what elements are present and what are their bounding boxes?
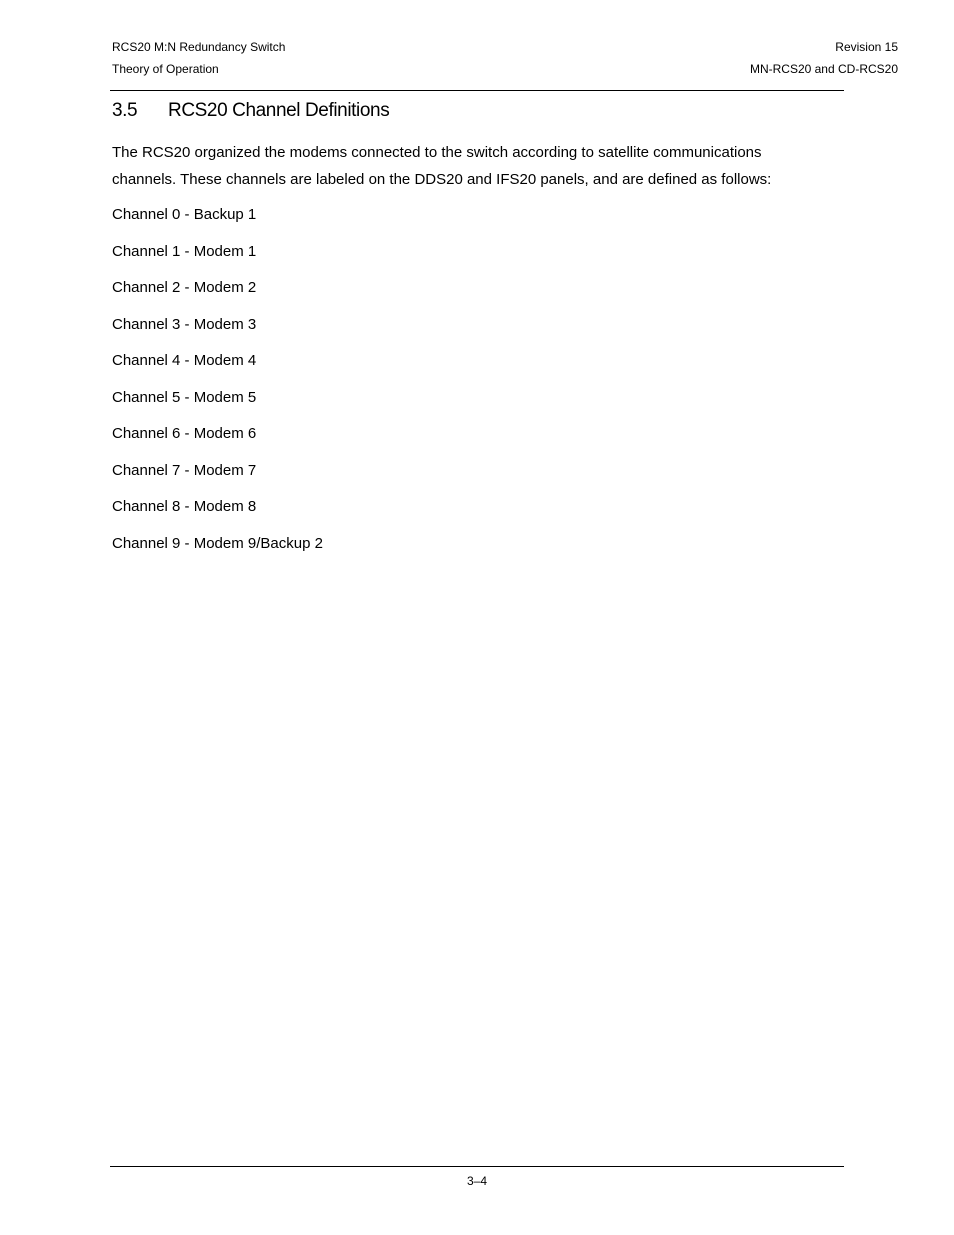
channel-item: Channel 5 - Modem 5 <box>112 388 257 406</box>
header-document-title: RCS20 M:N Redundancy Switch <box>112 40 286 54</box>
intro-paragraph <box>112 139 832 193</box>
intro-line-1: The RCS20 organized the modems connected to the switch according to satellite communications <box>112 144 762 161</box>
channel-item: Channel 0 - Backup 1 <box>112 206 257 223</box>
footer-divider <box>110 1166 844 1167</box>
header-revision: Revision 15 <box>835 40 898 54</box>
channel-item: Channel 1 - Modem 1 <box>112 242 257 260</box>
header-row-2 <box>112 58 898 80</box>
channel-item: Channel 2 - Modem 2 <box>112 279 257 296</box>
section-number: 3.5 <box>112 100 138 121</box>
channel-list <box>112 201 323 566</box>
channel-item: Channel 8 - Modem 8 <box>112 498 257 515</box>
channel-item: Channel 9 - Modem 9/Backup 2 <box>112 534 323 552</box>
section-heading <box>112 99 389 123</box>
channel-item: Channel 4 - Modem 4 <box>112 352 257 369</box>
channel-item: Channel 3 - Modem 3 <box>112 315 257 333</box>
header-chapter-title: Theory of Operation <box>112 62 219 76</box>
header-row-1 <box>112 36 898 58</box>
header-divider <box>110 90 844 91</box>
intro-line-2: channels. These channels are labeled on the DDS20 and IFS20 panels, and are defined as follows: <box>112 171 772 188</box>
header-manual-number: MN-RCS20 and CD-RCS20 <box>749 62 898 76</box>
page-header <box>112 36 898 80</box>
channel-item: Channel 6 - Modem 6 <box>112 425 257 442</box>
channel-item: Channel 7 - Modem 7 <box>112 461 257 479</box>
page-number: 3–4 <box>466 1174 488 1188</box>
section-title: RCS20 Channel Definitions <box>168 100 390 121</box>
